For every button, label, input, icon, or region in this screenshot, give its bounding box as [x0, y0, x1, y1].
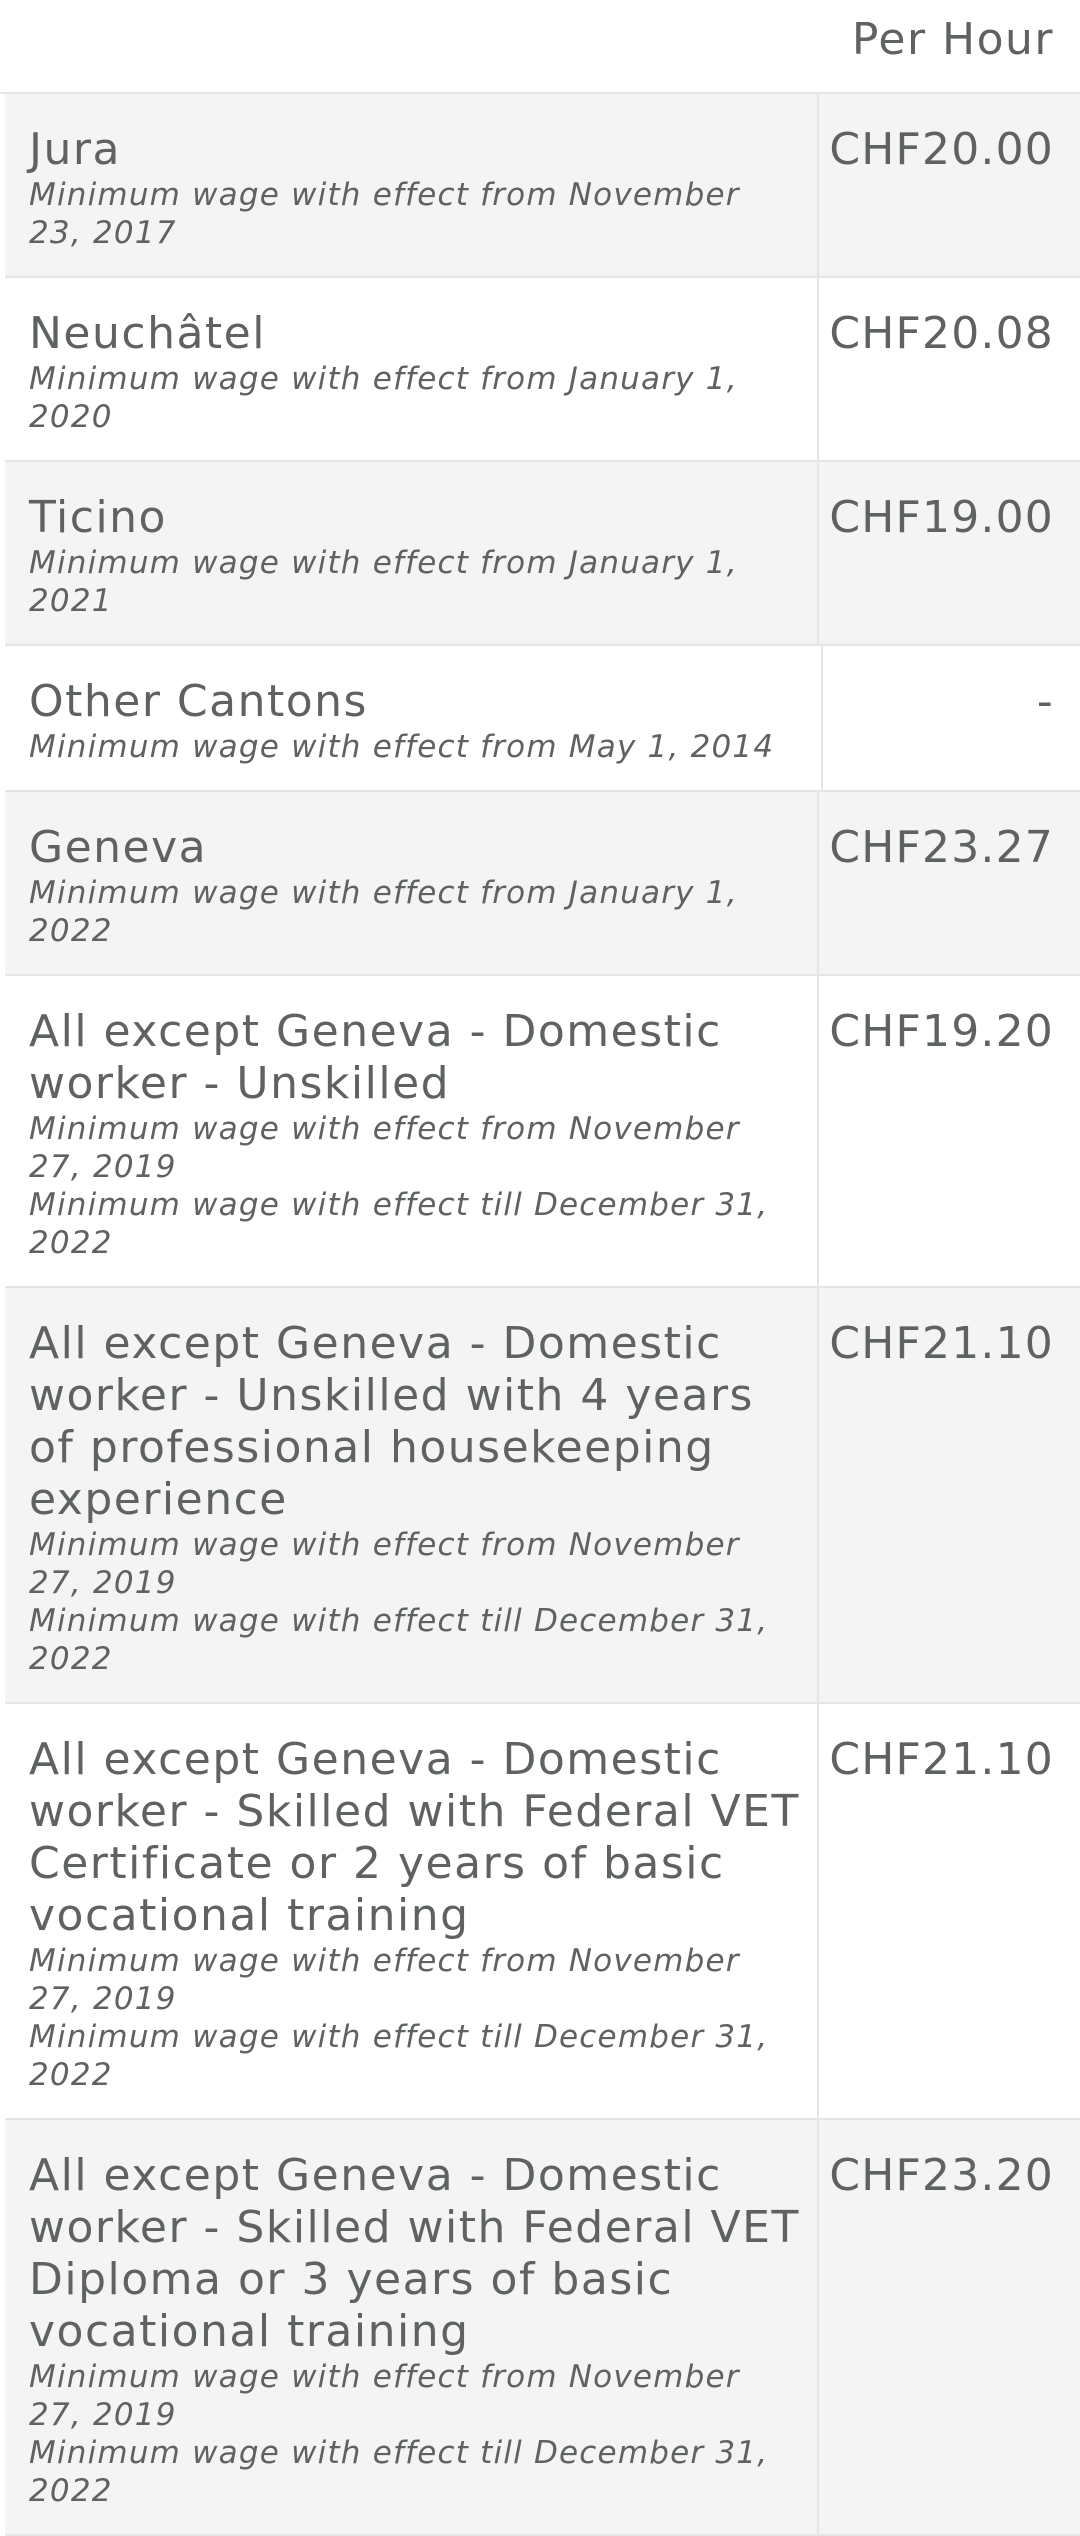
region-cell — [5, 94, 819, 276]
table-header — [0, 0, 1080, 94]
table-row — [5, 1704, 1080, 2120]
hourly-wage-value: CHF19.20 — [829, 1006, 1054, 1057]
table-body — [0, 94, 1080, 2536]
region-cell — [5, 462, 819, 644]
region-cell — [5, 278, 819, 460]
effective-date-note: Minimum wage with effect from May 1, 2014 — [29, 729, 775, 765]
hourly-wage-value: CHF23.27 — [829, 822, 1054, 873]
per-hour-column-header: Per Hour — [851, 14, 1054, 65]
effective-date-note: Minimum wage with effect from January 1, 2020 — [29, 361, 738, 435]
effective-date-note: Minimum wage with effect from January 1, 2021 — [29, 545, 738, 619]
header-spacer — [0, 0, 826, 92]
region-cell — [5, 2120, 819, 2534]
hourly-wage-value: CHF23.20 — [829, 2150, 1054, 2201]
region-cell — [5, 1288, 819, 1702]
region-name: All except Geneva - Domestic worker - Skilled with Federal VET Certificate or 2 years of basic vocational training — [29, 1734, 800, 1941]
hourly-wage-value: CHF21.10 — [829, 1318, 1054, 1369]
hourly-wage-value: CHF21.10 — [829, 1734, 1054, 1785]
region-name: Geneva — [29, 822, 208, 873]
region-cell — [5, 976, 819, 1286]
table-row — [5, 1288, 1080, 1704]
effective-date-note: Minimum wage with effect from January 1, 2022 — [29, 875, 738, 949]
table-row — [5, 278, 1080, 462]
region-name: All except Geneva - Domestic worker - Unskilled — [29, 1006, 722, 1109]
effective-date-note: Minimum wage with effect till December 31, 2022 — [29, 2019, 769, 2093]
region-name: Other Cantons — [29, 676, 368, 727]
region-name: All except Geneva - Domestic worker - Unskilled with 4 years of professional housekeeping experience — [29, 1318, 754, 1525]
effective-date-note: Minimum wage with effect till December 31, 2022 — [29, 1603, 769, 1677]
region-cell — [5, 1704, 819, 2118]
effective-date-note: Minimum wage with effect from November 23, 2017 — [29, 177, 740, 251]
table-row — [5, 792, 1080, 976]
effective-date-note: Minimum wage with effect from November 27, 2019 — [29, 1527, 740, 1601]
effective-date-note: Minimum wage with effect till December 31, 2022 — [29, 2435, 769, 2509]
region-name: Neuchâtel — [29, 308, 266, 359]
hourly-wage-value: CHF20.08 — [829, 308, 1054, 359]
table-row — [5, 2120, 1080, 2536]
table-row — [5, 976, 1080, 1288]
hourly-wage-value: - — [1036, 676, 1054, 727]
effective-date-note: Minimum wage with effect from November 27, 2019 — [29, 2359, 740, 2433]
effective-date-note: Minimum wage with effect from November 27, 2019 — [29, 1943, 740, 2017]
table-row — [5, 646, 1080, 792]
region-cell — [5, 792, 819, 974]
effective-date-note: Minimum wage with effect till December 31, 2022 — [29, 1187, 769, 1261]
hourly-wage-value: CHF20.00 — [829, 124, 1054, 175]
region-cell — [5, 646, 823, 790]
region-name: Jura — [29, 124, 121, 175]
region-name: All except Geneva - Domestic worker - Skilled with Federal VET Diploma or 3 years of basic vocational training — [29, 2150, 800, 2357]
region-name: Ticino — [29, 492, 167, 543]
effective-date-note: Minimum wage with effect from November 27, 2019 — [29, 1111, 740, 1185]
table-row — [5, 462, 1080, 646]
hourly-wage-value: CHF19.00 — [829, 492, 1054, 543]
table-row — [5, 94, 1080, 278]
